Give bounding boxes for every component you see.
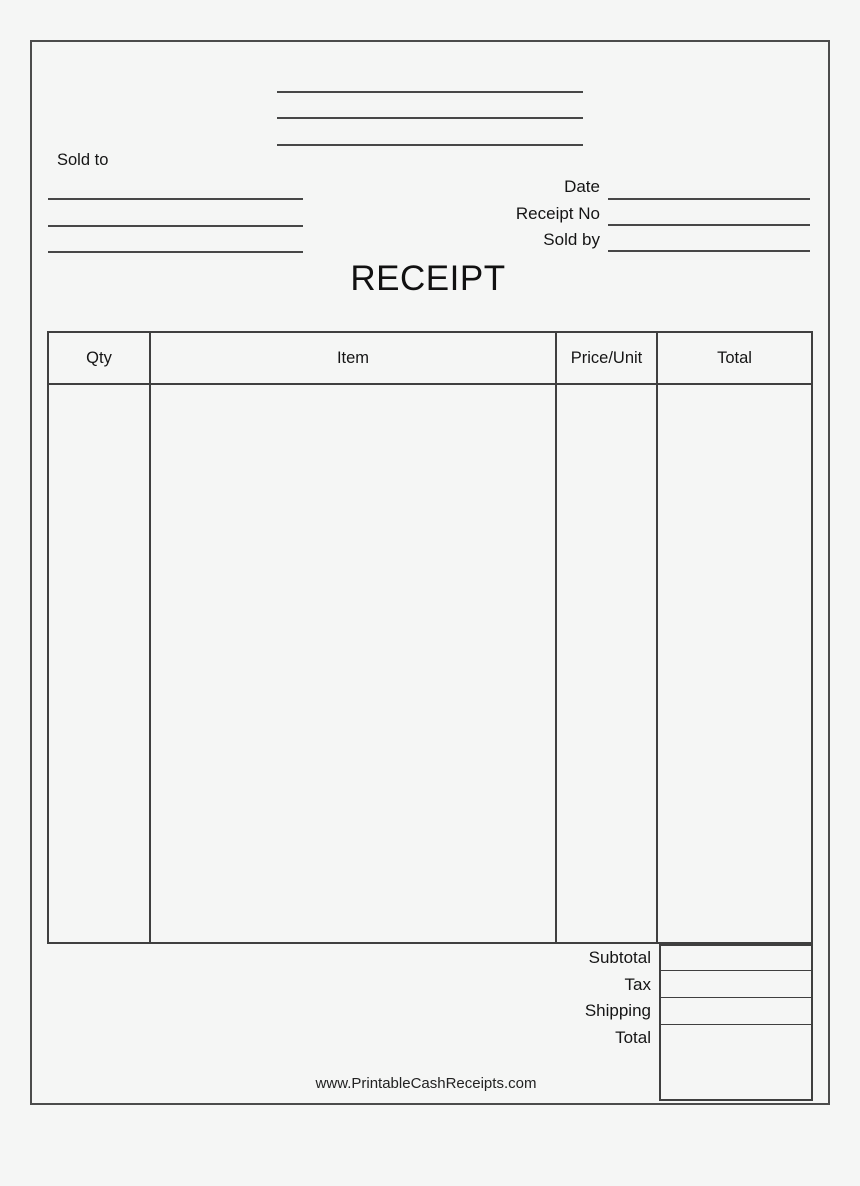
sold-to-line-1[interactable]: [48, 198, 303, 200]
tax-label: Tax: [624, 975, 651, 994]
total-column-header: Total: [717, 348, 752, 367]
receipt-title: RECEIPT: [350, 259, 506, 298]
items-table-body-row: [49, 385, 811, 942]
qty-column-header: Qty: [49, 333, 151, 383]
price-unit-column-header: Price/Unit: [557, 333, 658, 383]
total-label: Total: [615, 1028, 651, 1047]
sold-to-line-3[interactable]: [48, 251, 303, 253]
date-label: Date: [564, 177, 600, 196]
shipping-value-box[interactable]: [661, 998, 811, 1025]
receipt-no-label: Receipt No: [515, 204, 600, 223]
price-unit-column-body[interactable]: [557, 385, 658, 942]
item-column-body[interactable]: [151, 385, 557, 942]
sold-by-label: Sold by: [543, 230, 600, 249]
business-info-line-3[interactable]: [277, 144, 583, 146]
receipt-no-line[interactable]: [608, 224, 810, 226]
business-info-line-2[interactable]: [277, 117, 583, 119]
sold-to-label: Sold to: [57, 151, 109, 169]
business-info-line-1[interactable]: [277, 91, 583, 93]
item-column-header: Item: [151, 333, 557, 383]
footer-url: www.PrintableCashReceipts.com: [315, 1075, 537, 1092]
items-table-header-row: [49, 333, 811, 385]
shipping-label: Shipping: [584, 1001, 651, 1020]
subtotal-value-box[interactable]: [661, 946, 811, 971]
sold-by-line[interactable]: [608, 250, 810, 252]
subtotal-label: Subtotal: [588, 948, 651, 967]
total-column-body[interactable]: [658, 385, 811, 942]
tax-value-box[interactable]: [661, 971, 811, 998]
qty-column-body[interactable]: [49, 385, 151, 942]
items-table: [47, 331, 813, 944]
date-line[interactable]: [608, 198, 810, 200]
sold-to-line-2[interactable]: [48, 225, 303, 227]
